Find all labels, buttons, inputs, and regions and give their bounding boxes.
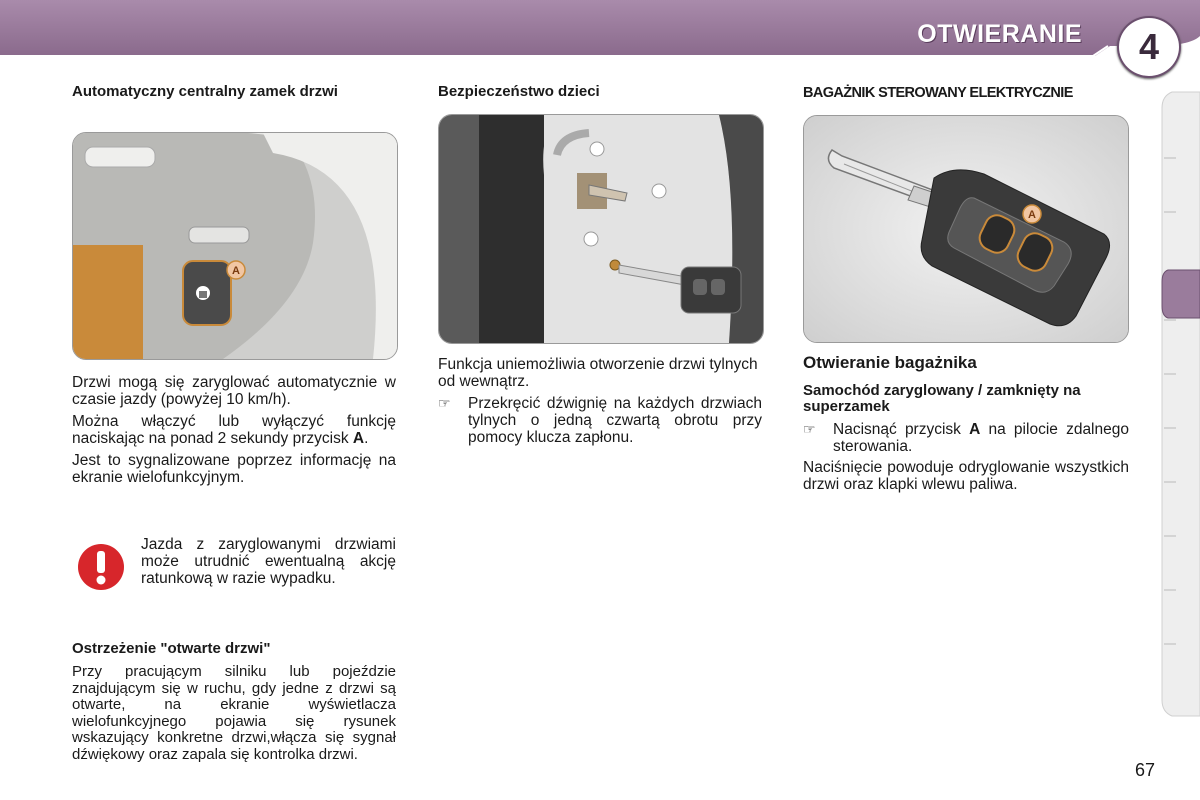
page-number: 67: [1135, 760, 1156, 780]
bullet-item: ☞ Przekręcić dźwignię na każdych drzwiach tylnych o jedną czwartą obrotu przy pomocy klucza zapłonu.: [438, 395, 762, 446]
section-heading-trunk-opening: Otwieranie bagażnika: [803, 353, 977, 372]
section-heading-child-safety: Bezpieczeństwo dzieci: [438, 83, 600, 100]
chapter-tab-strip: [1158, 88, 1200, 720]
image-callout-label: A: [232, 265, 240, 277]
section-heading-trunk: BAGAŻNIK STEROWANY ELEKTRYCZNIE: [803, 85, 1073, 101]
paragraph: Jest to sygnalizowane poprzez informację na ekranie wielofunkcyjnym.: [72, 452, 396, 486]
section-heading-door-warning: Ostrzeżenie "otwarte drzwi": [72, 640, 271, 657]
remote-key-illustration: [803, 115, 1129, 343]
column-middle: [438, 84, 762, 100]
paragraph: Przy pracującym silniku lub pojeździe znajdującym się w ruchu, gdy jedne z drzwi są otwarte, na ekranie wyświetlacza wielofunkcyjnego pojawia się rysunek wskazujący konkretne drzwi,włącza się sygnał dźwiękowy oraz zapala się kontrolka drzwi.: [72, 663, 396, 763]
image-callout-label: A: [1028, 209, 1036, 221]
column-middle-text: [438, 356, 762, 450]
bullet-item: ☞ Nacisnąć przycisk A na pilocie zdalnego sterowania.: [803, 421, 1129, 455]
paragraph: Naciśnięcie powoduje odryglowanie wszystkich drzwi oraz klapki wlewu paliwa.: [803, 459, 1129, 493]
pointing-hand-icon: ☞: [438, 395, 451, 411]
paragraph: Drzwi mogą się zaryglować automatycznie w czasie jazdy (powyżej 10 km/h).: [72, 374, 396, 408]
column-right: [803, 85, 1129, 101]
page-header: [0, 0, 1200, 67]
warning-text: Jazda z zaryglowanymi drzwiami może utrudnić ewentualną akcję ratunkową w razie wypadku.: [141, 536, 396, 587]
dashboard-lock-button-image: [73, 133, 397, 359]
child-lock-illustration: [438, 114, 764, 344]
paragraph: Można włączyć lub wyłączyć funkcję naciskając na ponad 2 sekundy przycisk A.: [72, 413, 396, 447]
chapter-number-badge: 4: [1117, 16, 1181, 78]
sub-heading: Samochód zaryglowany / zamknięty na superzamek: [803, 382, 1081, 415]
tab-strip-graphic: [1158, 88, 1200, 720]
paragraph: Funkcja uniemożliwia otworzenie drzwi tylnych od wewnątrz.: [438, 356, 758, 390]
door-open-warning-section: [72, 641, 396, 768]
warning-icon: [76, 542, 126, 592]
dashboard-illustration: [72, 132, 398, 360]
section-heading-central-lock: Automatyczny centralny zamek drzwi: [72, 83, 338, 100]
remote-key-image: [804, 116, 1128, 342]
column-left-text: [72, 374, 396, 491]
column-right-text: [803, 354, 1129, 498]
column-left: [72, 84, 396, 100]
pointing-hand-icon: ☞: [803, 421, 816, 437]
chapter-title: OTWIERANIE: [917, 20, 1082, 48]
warning-box: [141, 536, 396, 592]
door-child-lock-image: [439, 115, 763, 343]
